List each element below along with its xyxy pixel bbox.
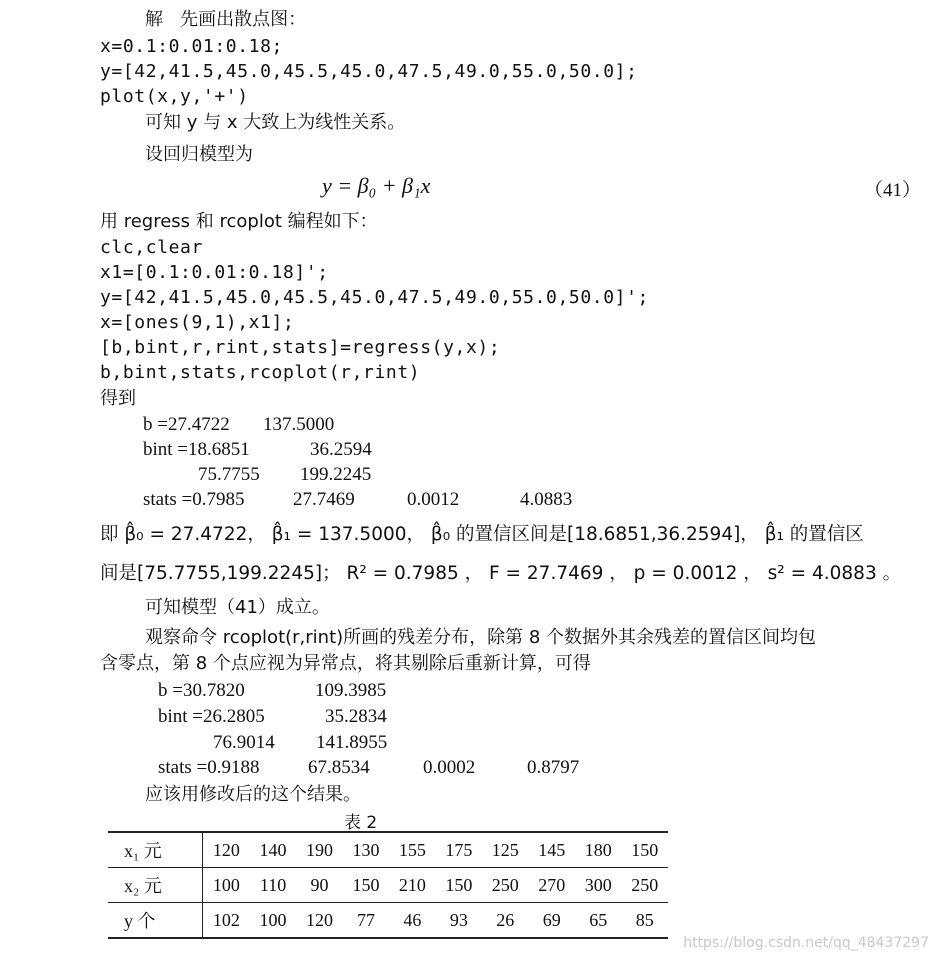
table-cell: 100 [203,868,250,903]
table-cell: 90 [296,868,342,903]
output-stats: stats =0.9188 [158,757,260,778]
table-cell: 155 [389,832,435,868]
code-line: x1=[0.1:0.01:0.18]'; [100,262,329,283]
table-cell: 26 [482,903,528,939]
intro-text: 解 先画出散点图： [145,9,307,30]
output-bint-value: 75.7755 [198,464,260,485]
regress-intro-text: 用 regress 和 rcoplot 编程如下： [100,211,378,232]
model-valid-text: 可知模型（41）成立。 [145,597,330,618]
code-line: b,bint,stats,rcoplot(r,rint) [100,362,421,383]
output-bint: bint =26.2805 [158,706,265,727]
code-line: x=[ones(9,1),x1]; [100,312,295,333]
table-cell: 102 [203,903,250,939]
watermark: https://blog.csdn.net/qq_48437297 [683,935,929,951]
table-cell: 180 [575,832,621,868]
table-row [108,832,668,868]
output-b: b =30.7820 [158,680,245,701]
output-stats-value: 0.8797 [527,757,580,778]
table-cell: 77 [343,903,389,939]
code-line: [b,bint,r,rint,stats]=regress(y,x); [100,337,501,358]
table-row [108,868,668,903]
table-row [108,903,668,939]
conclusion-text: 应该用修改后的这个结果。 [145,784,361,805]
table-cell: 120 [296,903,342,939]
regression-equation: y = β₀ + β₁x [322,173,431,198]
table-cell: 175 [436,832,482,868]
model-intro-text: 设回归模型为 [145,144,253,165]
code-line: y=[42,41.5,45.0,45.5,45.0,47.5,49.0,55.0,50.0]; [100,61,638,82]
output-bint: bint =18.6851 [143,439,250,460]
table-cell: 125 [482,832,528,868]
output-stats-value: 0.0002 [423,757,476,778]
output-bint-value: 36.2594 [310,439,372,460]
table-cell: 145 [529,832,575,868]
output-bint-value: 35.2834 [325,706,387,727]
observe-text: 观察命令 rcoplot(r,rint)所画的残差分布，除第 8 个数据外其余残差的置信区间均包 [145,627,817,648]
data-table [108,831,668,939]
table-cell: 130 [343,832,389,868]
table-cell: 150 [436,868,482,903]
summary-line: 间是[75.7755,199.2245]； R² = 0.7985 ， F = 27.7469 ， p = 0.0012 ， s² = 4.0883 。 [100,563,902,584]
output-b-value: 109.3985 [315,680,387,701]
table-cell: 150 [621,832,668,868]
row-header: x₂ 元 [108,868,203,903]
code-line: clc,clear [100,237,203,258]
table-cell: 110 [250,868,296,903]
table-cell: 85 [621,903,668,939]
table-cell: 250 [482,868,528,903]
table-cell: 190 [296,832,342,868]
table-cell: 120 [203,832,250,868]
table-cell: 69 [529,903,575,939]
code-line: y=[42,41.5,45.0,45.5,45.0,47.5,49.0,55.0,50.0]'; [100,287,649,308]
output-bint-value: 199.2245 [300,464,372,485]
linear-relation-text: 可知 y 与 x 大致上为线性关系。 [145,112,406,133]
output-bint-value: 76.9014 [213,732,275,753]
output-stats-value: 27.7469 [293,489,355,510]
table-cell: 300 [575,868,621,903]
table-cell: 150 [343,868,389,903]
table-cell: 100 [250,903,296,939]
table-cell: 65 [575,903,621,939]
row-header: x₁ 元 [108,832,203,868]
output-stats: stats =0.7985 [143,489,245,510]
equation-number: （41） [863,180,921,201]
output-b: b =27.4722 [143,414,230,435]
row-header: y 个 [108,903,203,939]
summary-line: 即 β̂₀ = 27.4722， β̂₁ = 137.5000， β̂₀ 的置信区间是[18.6851,36.2594]， β̂₁ 的置信区 [100,524,864,545]
table-cell: 210 [389,868,435,903]
table-caption: 表 2 [344,813,378,833]
table-cell: 270 [529,868,575,903]
result-label: 得到 [100,388,136,409]
output-bint-value: 141.8955 [316,732,388,753]
table-cell: 140 [250,832,296,868]
observe-text: 含零点，第 8 个点应视为异常点，将其剔除后重新计算，可得 [100,653,591,674]
output-stats-value: 0.0012 [407,489,460,510]
table-cell: 46 [389,903,435,939]
output-b-value: 137.5000 [263,414,335,435]
code-line: x=0.1:0.01:0.18; [100,36,283,57]
output-stats-value: 4.0883 [520,489,573,510]
output-stats-value: 67.8534 [308,757,370,778]
table-cell: 93 [436,903,482,939]
table-cell: 250 [621,868,668,903]
code-line: plot(x,y,'+') [100,86,249,107]
